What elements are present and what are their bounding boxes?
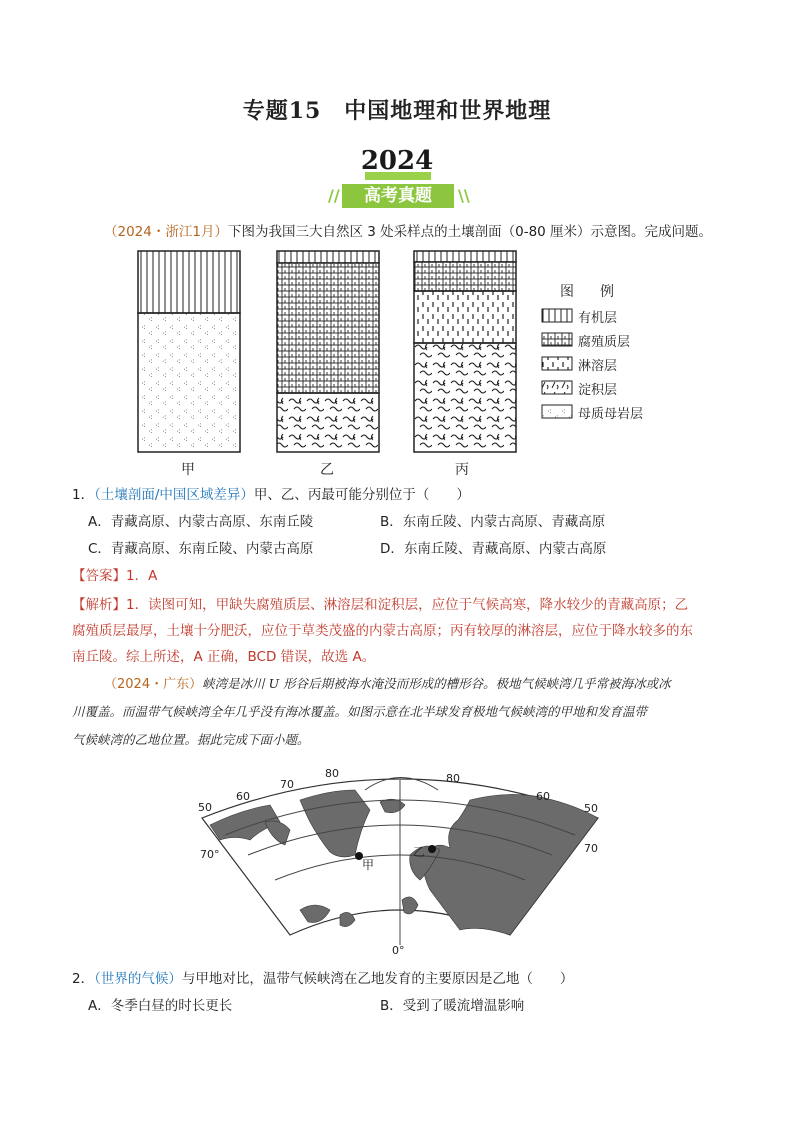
answer-label: 【答案】 (72, 568, 126, 584)
year-heading: 2024 (360, 146, 434, 176)
q2-tag: （世界的气候） (94, 971, 182, 987)
point-label-jia: 甲 (362, 858, 375, 872)
q1-stem: 甲、乙、丙最可能分别位于（ ） (253, 487, 470, 503)
section-banner: 高考真题 (342, 184, 454, 208)
legend-label: 腐殖质层 (578, 335, 631, 350)
q2-source: （2024・广东） (104, 677, 203, 692)
soil-column-label: 甲 (181, 462, 195, 478)
q2-stem-line (72, 970, 573, 988)
page-title: 专题15 中国地理和世界地理 (242, 98, 552, 124)
q2-intro-line-2: 川覆盖。而温带气候峡湾全年几乎没有海冰覆盖。如图示意在北半球发育极地气候峡湾的甲地和发育温带 (72, 704, 648, 719)
banner-slash-left: // (328, 186, 340, 205)
q2-stem: 与甲地对比，温带气候峡湾在乙地发育的主要原因是乙地（ ） (181, 971, 574, 987)
q1-source: （2024・浙江1月） (104, 224, 228, 240)
q1-option-b: B．东南丘陵、内蒙古高原、青藏高原 (380, 514, 606, 530)
q1-analysis-line-2: 腐殖质层最厚，土壤十分肥沃，应位于草类茂盛的内蒙古高原；丙有较厚的淋溶层，应位于降水较多的东 (72, 623, 693, 639)
banner-slash-right: \\ (458, 186, 470, 205)
q2-intro-line-3: 气候峡湾的乙地位置。据此完成下面小题。 (72, 732, 310, 747)
q1-option-a: A．青藏高原、内蒙古高原、东南丘陵 (88, 514, 314, 530)
q2-number: 2． (72, 971, 95, 987)
analysis-text: 1．读图可知，甲缺失腐殖质层、淋溶层和淀积层，应位于气候高寒，降水较少的青藏高原；乙 (126, 597, 689, 613)
answer-text: 1．A (126, 568, 158, 584)
legend-swatch-humus (542, 333, 572, 346)
lat-label: 80 (325, 767, 339, 780)
q1-option-c: C．青藏高原、东南丘陵、内蒙古高原 (88, 541, 314, 557)
legend-title: 图 例 (560, 284, 620, 300)
q2-option-a: A．冬季白昼的时长更长 (88, 998, 233, 1014)
lat-label: 70 (584, 842, 598, 855)
q2-intro-line-1 (104, 670, 671, 699)
point-yi (428, 845, 436, 853)
q1-answer (72, 567, 157, 585)
soil-column-a (138, 251, 240, 452)
point-label-yi: 乙 (413, 845, 426, 859)
legend-swatch-parent (542, 405, 572, 418)
lat-label: 50 (198, 801, 212, 814)
q1-stem-line (72, 486, 470, 504)
legend-swatch-organic (542, 309, 572, 322)
lat-label: 50 (584, 802, 598, 815)
analysis-label: 【解析】 (72, 597, 126, 613)
lon-label: 0° (392, 944, 405, 957)
q1-intro-text: 下图为我国三大自然区 3 处采样点的土壤剖面（0-80 厘米）示意图。完成问题。 (227, 224, 713, 240)
lat-label: 70 (280, 778, 294, 791)
lat-label: 60 (536, 790, 550, 803)
q1-analysis-line-1 (72, 596, 688, 614)
q1-analysis-line-3: 南丘陵。综上所述，A 正确，BCD 错误，故选 A。 (72, 649, 376, 665)
q2-option-b: B．受到了暖流增温影响 (380, 998, 525, 1014)
legend-swatch-deposit (542, 381, 572, 394)
soil-column-c (414, 251, 516, 452)
legend-label: 淋溶层 (578, 359, 618, 374)
legend-label: 淀积层 (578, 383, 618, 398)
legend-swatch-leaching (542, 357, 572, 370)
q1-tag: （土壤剖面/中国区域差异） (94, 487, 254, 503)
q2-intro-text-1: 峡湾是冰川 U 形谷后期被海水淹没而形成的槽形谷。极地气候峡湾几乎常被海冰或冰 (202, 676, 671, 691)
lat-label: 60 (236, 790, 250, 803)
soil-column-label: 丙 (455, 462, 469, 478)
legend-label: 母质母岩层 (578, 407, 644, 422)
lat-label: 70° (200, 848, 220, 861)
q1-number: 1． (72, 487, 95, 503)
soil-column-b (277, 251, 379, 452)
lat-label: 80 (446, 772, 460, 785)
soil-column-label: 乙 (320, 462, 334, 478)
legend-label: 有机层 (578, 311, 618, 326)
q1-option-d: D．东南丘陵、青藏高原、内蒙古高原 (380, 541, 607, 557)
